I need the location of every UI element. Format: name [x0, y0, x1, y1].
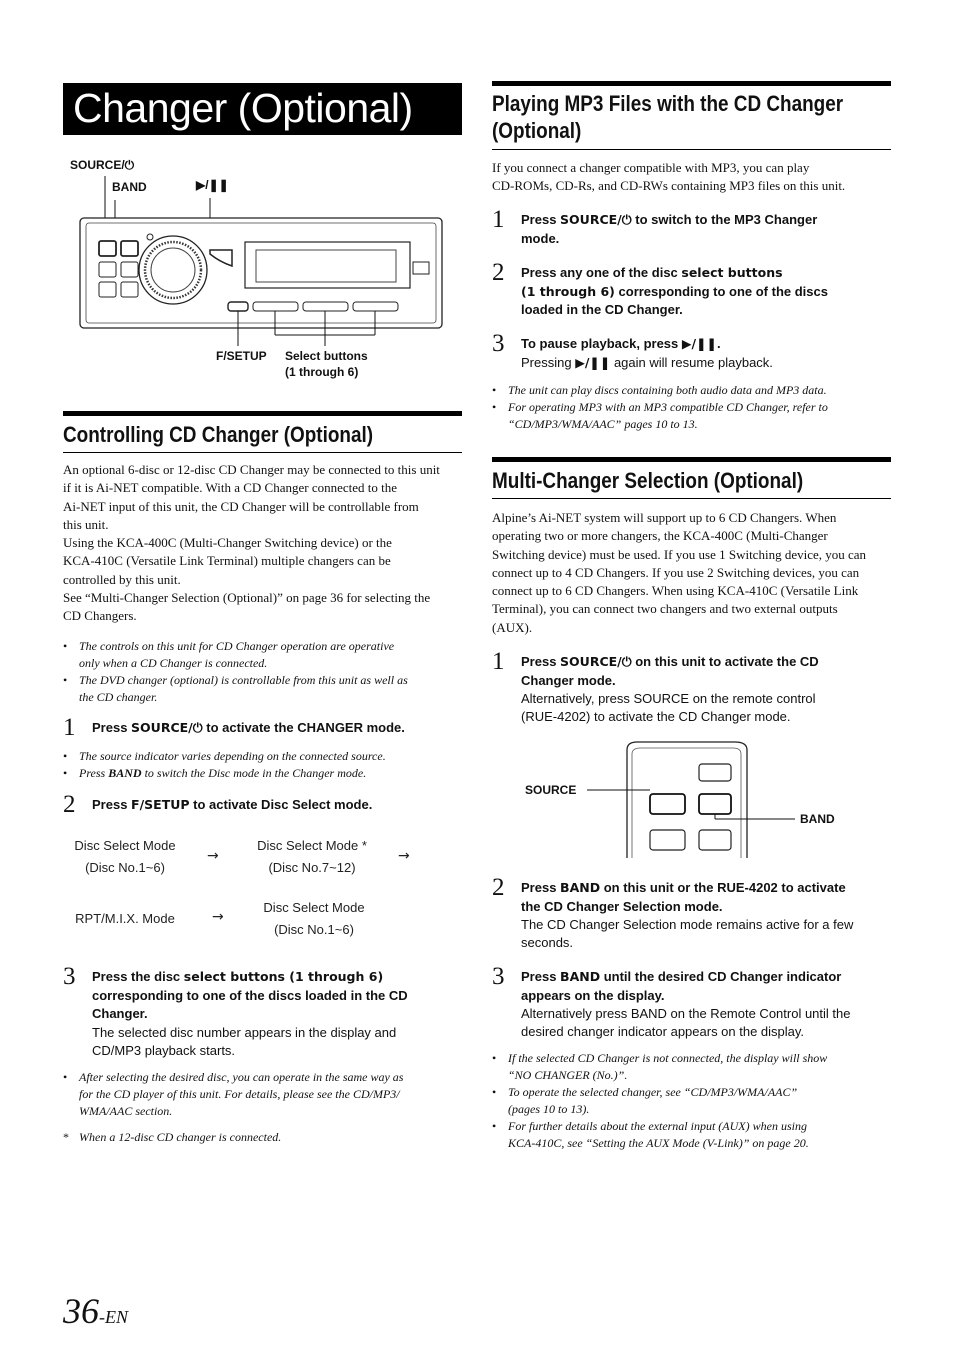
play-pause-label: ▶/❚❚ [196, 178, 229, 192]
step-number: 3 [492, 963, 505, 990]
paragraph-line: Switching device) must be used. If you use 1 Switching device, you can [492, 546, 867, 562]
step-number: 2 [492, 874, 505, 901]
note-item: • Press BAND to switch the Disc mode in the Changer mode. [63, 766, 367, 780]
paragraph-line: if it is Ai-NET compatible. With a CD Changer connected to the [63, 480, 398, 496]
band-button-label: BAND [112, 180, 147, 194]
step-instruction: Press any one of the disc select buttons (1 through 6) corresponding to one of the discs loaded in the CD Changer. [521, 265, 828, 317]
section-controlling-paragraph [63, 461, 462, 626]
section-mp3-heading [492, 81, 891, 150]
section-controlling-heading [63, 411, 462, 453]
section-multi-heading [492, 457, 891, 499]
paragraph-line: operating two or more changers, the KCA-400C (Multi-Changer [492, 528, 828, 544]
remote-control-diagram [585, 738, 800, 860]
note-item: • If the selected CD Changer is not connected, the display will show “NO CHANGER (No.)”. [492, 1051, 828, 1082]
note-item: • The controls on this unit for CD Changer operation are operative only when a CD Changer is connected. [63, 639, 395, 670]
step-number: 1 [492, 648, 505, 675]
section-controlling-title: Controlling CD Changer (Optional) [63, 422, 374, 447]
step-number: 1 [492, 206, 505, 233]
paragraph-line: An optional 6-disc or 12-disc CD Changer may be connected to this unit [63, 462, 440, 477]
note-item: • The source indicator varies depending on the connected source. [63, 749, 386, 763]
note-item: • For operating MP3 with an MP3 compatible CD Changer, refer to “CD/MP3/WMA/AAC” pages 10 to 13. [492, 400, 828, 431]
flow-arrow: → [207, 848, 219, 864]
step-number: 3 [492, 330, 505, 357]
paragraph-line: See “Multi-Changer Selection (Optional)” on page 36 for selecting the [63, 590, 431, 606]
paragraph-line: this unit. [63, 516, 109, 532]
notes-step3 [63, 1069, 462, 1120]
notes-multi [492, 1050, 891, 1152]
paragraph-line: Alpine’s Ai-NET system will support up to 6 CD Changers. When [492, 510, 837, 525]
select-buttons-label: Select buttons [285, 349, 368, 363]
step-number: 1 [63, 714, 76, 741]
head-unit-diagram [70, 170, 450, 350]
step-number: 2 [492, 259, 505, 286]
step-instruction: Press SOURCE/⏻ to switch to the MP3 Changer mode. [521, 212, 818, 246]
paragraph-line: Using the KCA-400C (Multi-Changer Switching device) or the [63, 535, 392, 551]
section-multi-title: Multi-Changer Selection (Optional) [492, 468, 804, 493]
paragraph-line: Terminal), you can connect two changers and two external outputs [492, 601, 838, 617]
flow-disc-select-return: Disc Select Mode (Disc No.1~6) [263, 900, 365, 937]
note-item: • To operate the selected changer, see “CD/MP3/WMA/AAC” (pages 10 to 13). [492, 1085, 798, 1116]
step-number: 2 [63, 791, 76, 818]
notes-step1 [63, 748, 462, 782]
flow-disc-select-1-6: Disc Select Mode (Disc No.1~6) [74, 838, 176, 875]
paragraph-line: KCA-410C (Versatile Link Terminal) multiple changers can be [63, 553, 391, 569]
section-mp3-intro: If you connect a changer compatible with MP3, you can play CD-ROMs, CD-Rs, and CD-RWs containing MP3 files on this unit. [492, 160, 846, 194]
step-instruction: Press BAND on this unit or the RUE-4202 to activate the CD Changer Selection mode. The CD Changer Selection mode remains active for a few seconds. [521, 880, 854, 950]
note-item: • The unit can play discs containing both audio data and MP3 data. [492, 383, 827, 397]
step-instruction: Press F/SETUP to activate Disc Select mode. [92, 797, 373, 812]
remote-source-label: SOURCE [525, 783, 577, 797]
footnote: * When a 12-disc CD changer is connected. [63, 1130, 282, 1144]
flow-disc-select-7-12: Disc Select Mode * (Disc No.7~12) [257, 838, 367, 875]
flow-arrow: → [212, 909, 224, 925]
note-item: • The DVD changer (optional) is controllable from this unit as well as the CD changer. [63, 673, 408, 704]
step-instruction: Press SOURCE/⏻ to activate the CHANGER mode. [92, 720, 405, 735]
section-multi-paragraph [492, 509, 891, 637]
step-instruction: To pause playback, press ▶/❚❚. Pressing ▶/❚❚ again will resume playback. [521, 336, 773, 370]
step-instruction: Press BAND until the desired CD Changer indicator appears on the display. Alternatively press BAND on the Remote Control until the desired changer indicator appears on the display. [521, 969, 851, 1039]
source-button-label: SOURCE/⏻ [70, 158, 135, 172]
notes-mp3 [492, 382, 891, 433]
paragraph-line: (AUX). [492, 619, 533, 635]
page-title-bar [63, 83, 462, 135]
section-mp3-title: Playing MP3 Files with the CD Changer (Optional) [492, 91, 844, 143]
paragraph-line: controlled by this unit. [63, 571, 181, 587]
fsetup-button-label: F/SETUP [216, 349, 267, 363]
flow-rpt-mix: RPT/M.I.X. Mode [75, 911, 175, 926]
paragraph-line: CD Changers. [63, 608, 137, 624]
step-instruction: Press SOURCE/⏻ on this unit to activate the CD Changer mode. Alternatively, press SOURCE on the remote control (RUE-4202) to activate the CD Changer mode. [521, 654, 819, 724]
paragraph-line: connect up to 4 CD Changers. If you use 2 Switching devices, you can [492, 564, 860, 580]
note-item: • After selecting the desired disc, you can operate in the same way as for the CD player of this unit. For details, please see the CD/MP3/ WMA/AAC section. [63, 1070, 404, 1118]
remote-band-label: BAND [800, 812, 835, 826]
step-number: 3 [63, 963, 76, 990]
paragraph-line: connect up to 6 CD Changers. When using KCA-410C (Versatile Link [492, 583, 859, 599]
page-number: 36-EN [63, 1291, 128, 1331]
note-item: • For further details about the external input (AUX) when using KCA-410C, see “Setting the AUX Mode (V-Link)” on page 20. [492, 1119, 809, 1150]
flow-arrow: → [398, 848, 410, 864]
notes-controlling [63, 638, 462, 706]
select-buttons-range-label: (1 through 6) [285, 365, 359, 379]
step-instruction: Press the disc select buttons (1 through 6) corresponding to one of the discs loaded in the CD Changer. The selected disc number appears in the display and CD/MP3 playback starts. [92, 969, 408, 1058]
paragraph-line: Ai-NET input of this unit, the CD Changer will be controllable from [63, 498, 419, 514]
page-title: Changer (Optional) [73, 85, 413, 131]
